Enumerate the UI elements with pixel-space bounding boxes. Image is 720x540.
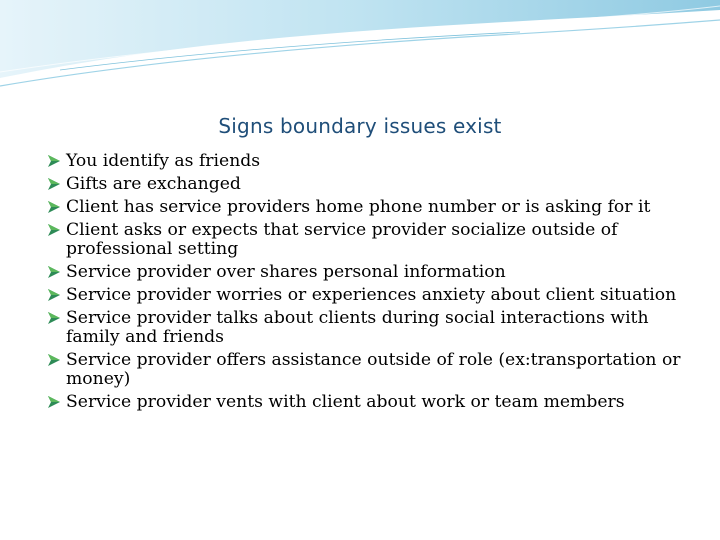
bullet-item — [46, 351, 696, 389]
bullet-text: Client has service providers home phone number or is asking for it — [66, 197, 651, 217]
bullet-item — [46, 152, 696, 171]
bullet-text: You identify as friends — [66, 151, 261, 171]
bullet-item — [46, 393, 696, 412]
bullet-item — [46, 286, 696, 305]
header-swoosh-decoration — [0, 0, 720, 90]
arrow-pointer-icon — [46, 176, 62, 192]
arrow-pointer-icon — [46, 264, 62, 280]
arrow-pointer-icon — [46, 287, 62, 303]
bullet-item — [46, 198, 696, 217]
bullet-item — [46, 175, 696, 194]
bullet-list — [46, 152, 696, 416]
arrow-pointer-icon — [46, 153, 62, 169]
arrow-pointer-icon — [46, 352, 62, 368]
bullet-text: Service provider over shares personal information — [66, 262, 506, 282]
slide-title: Signs boundary issues exist — [218, 114, 502, 138]
bullet-item — [46, 309, 696, 347]
bullet-text: Service provider talks about clients during social interactions with family and friends — [66, 308, 649, 347]
bullet-text: Service provider worries or experiences anxiety about client situation — [66, 285, 677, 305]
bullet-text: Service provider offers assistance outside of role (ex:transportation or money) — [66, 350, 681, 389]
bullet-item — [46, 263, 696, 282]
arrow-pointer-icon — [46, 222, 62, 238]
bullet-item — [46, 221, 696, 259]
bullet-text: Service provider vents with client about work or team members — [66, 392, 625, 412]
arrow-pointer-icon — [46, 199, 62, 215]
bullet-text: Client asks or expects that service provider socialize outside of professional setting — [66, 220, 618, 259]
arrow-pointer-icon — [46, 310, 62, 326]
bullet-text: Gifts are exchanged — [66, 174, 241, 194]
arrow-pointer-icon — [46, 394, 62, 410]
